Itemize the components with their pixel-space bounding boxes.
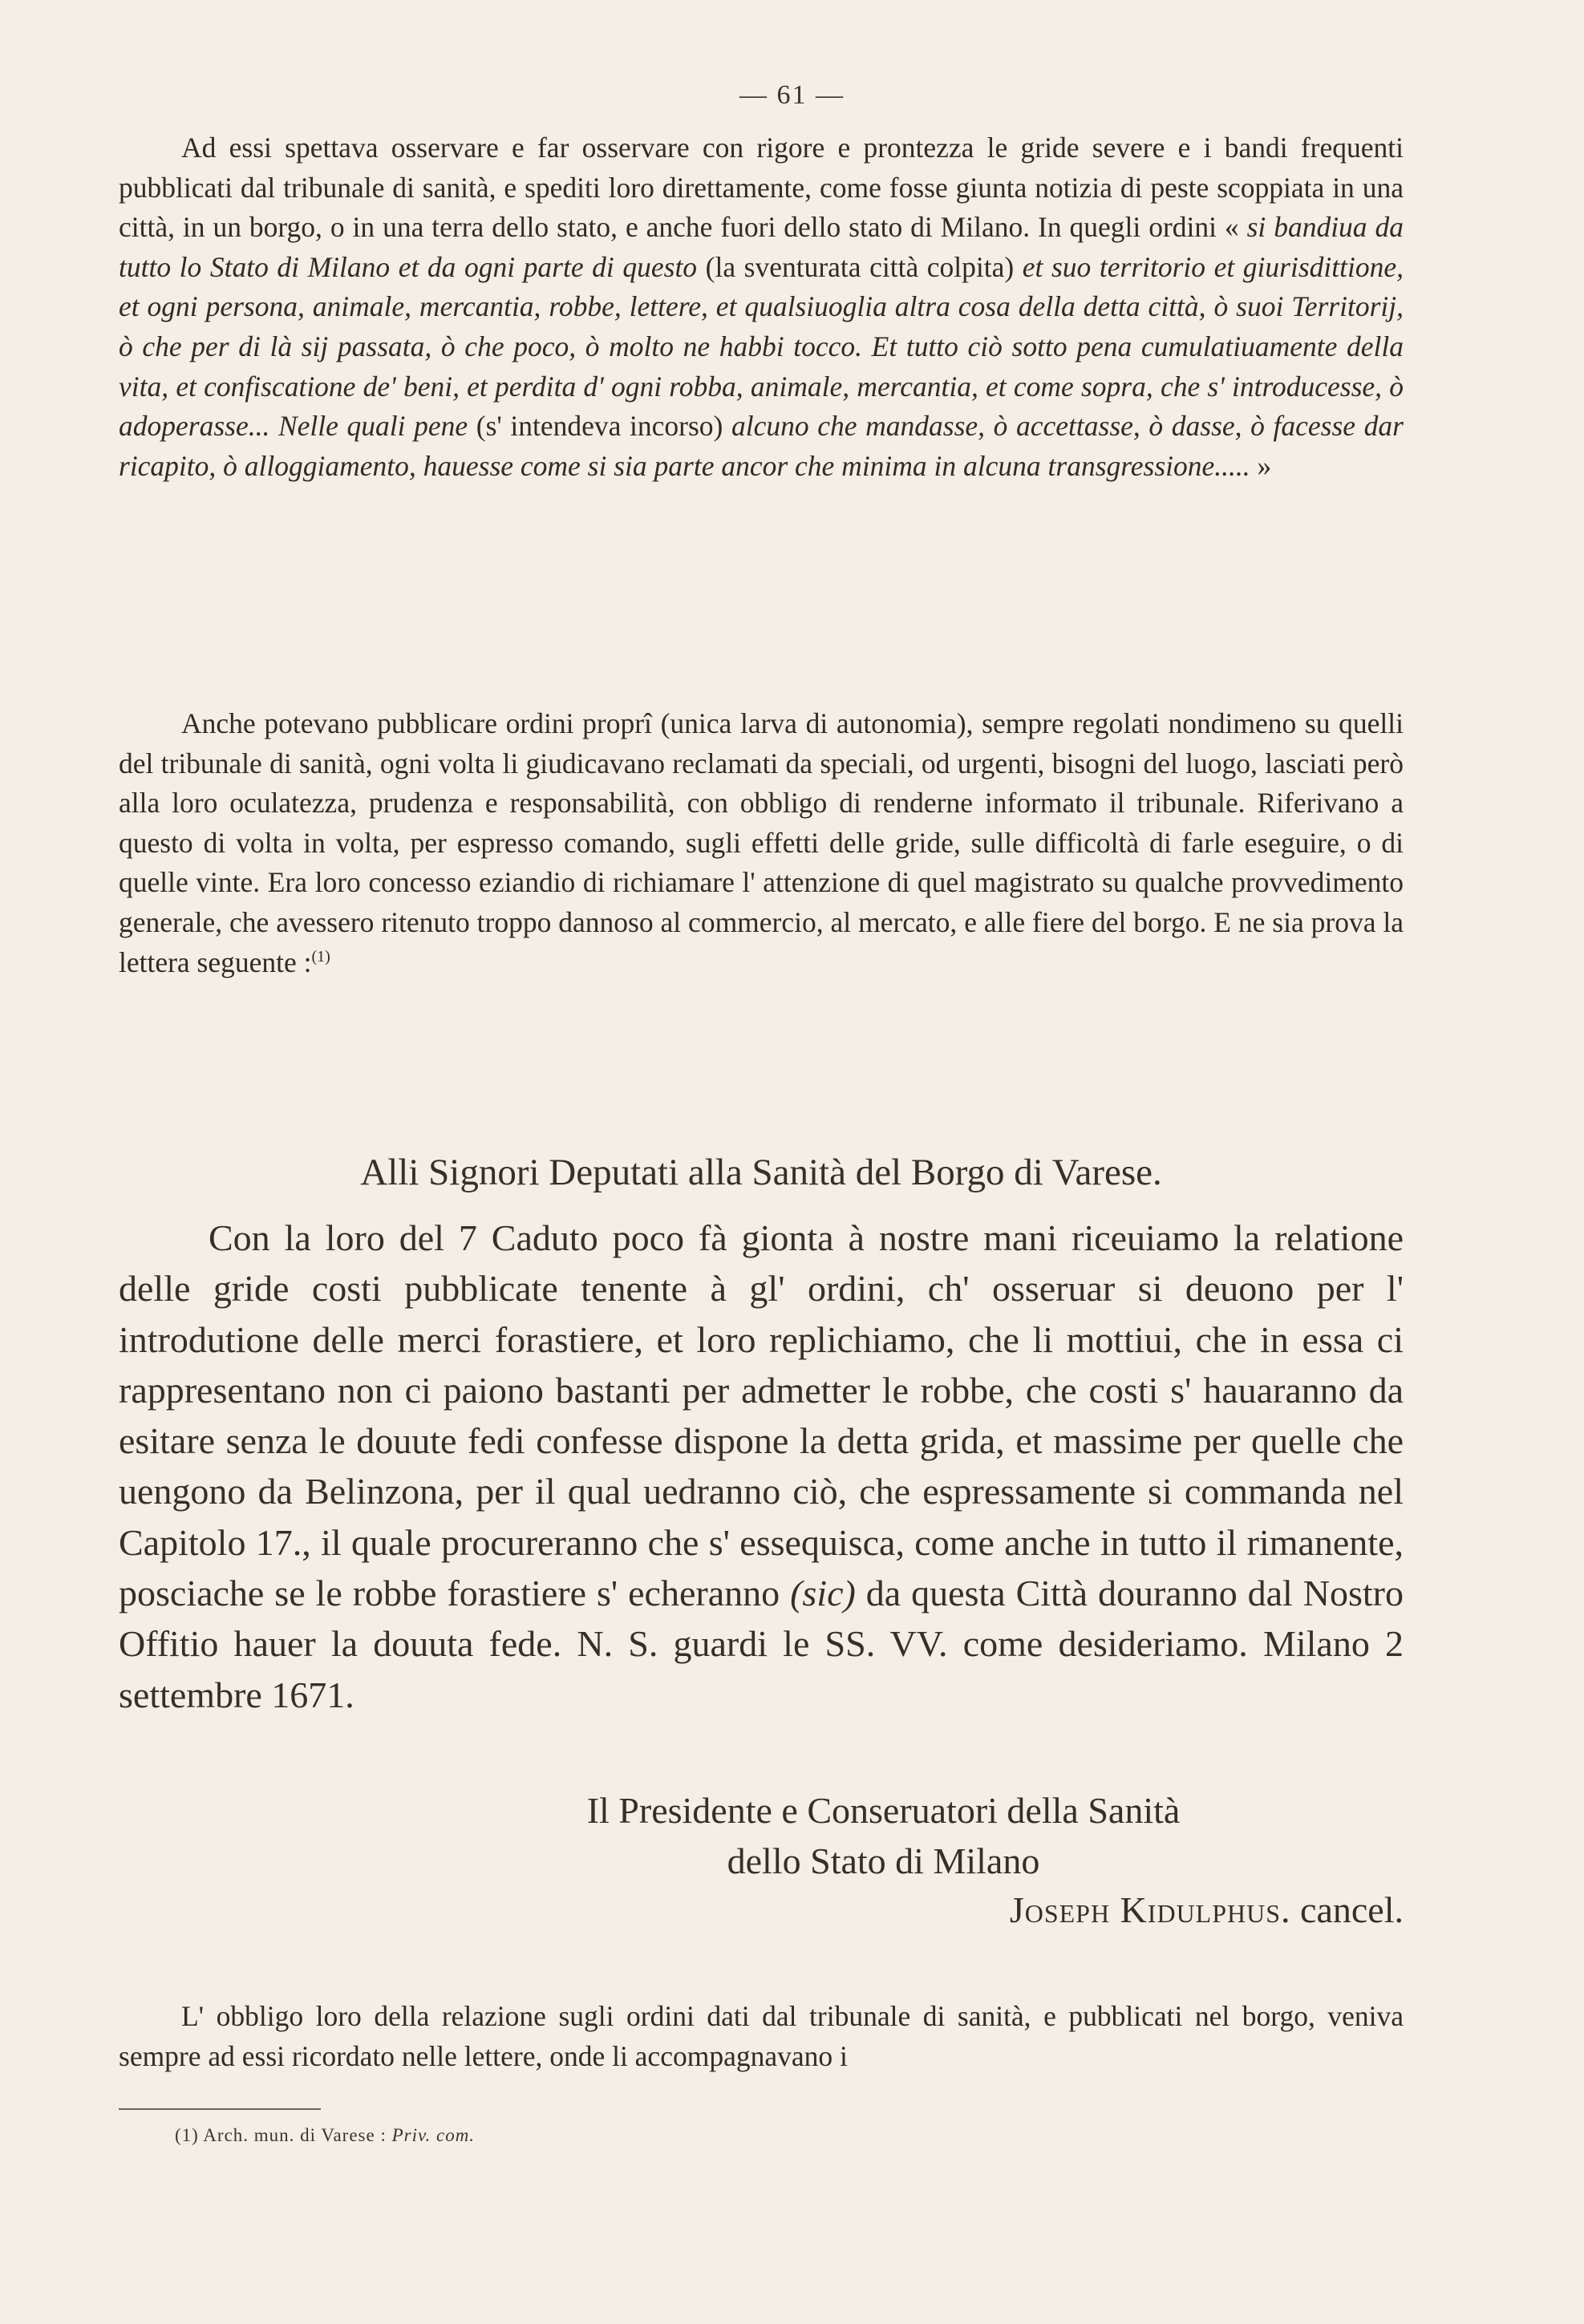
paragraph-1-text-d: » [1250,449,1272,482]
paragraph-1-text-b: (la sventurata città colpita) [697,250,1023,283]
paragraph-3-text: L' obbligo loro della relazione sugli ordini dati dal tribunale di sanità, e pubblicati nel borgo, veniva sempre ad essi ricordato nelle lettere, onde li accompagnavano i [119,2000,1404,2072]
signature-line-1: Il Presidente e Conseruatori della Sanità [586,1790,1181,1831]
paragraph-2 [119,704,1404,982]
signature-name-line [119,1885,1404,1935]
footnote-text: Arch. mun. di Varese : [198,2125,392,2145]
letter-body [119,1213,1404,1720]
paragraph-3 [119,1997,1404,2076]
paragraph-2-text: Anche potevano pubblicare ordini proprî (unica larva di autonomia), sempre regolati nondimeno su quelli del tribunale di sanità, ogni volta li giudicavano reclamati da speciali, od urgenti, bisogni del luogo, lasciati però alla loro oculatezza, prudenza e responsabilità, con obbligo di renderne informato il tribunale. Riferivano a questo di volta in volta, per espresso comando, sugli effetti delle gride, sulle difficoltà di farle eseguire, o di quelle vinte. Era loro concesso eziandio di richiamare l' attenzione di quel magistrato su qualche provvedimento generale, che avessero ritenuto troppo dannoso al commercio, al mercato, e alle fiere del borgo. E ne sia prova la lettera seguente : [119,707,1404,978]
paragraph-1 [119,128,1404,486]
footnote-divider [119,2108,321,2110]
footnote [175,2124,475,2148]
sic-marker: (sic) [790,1573,856,1614]
footnote-reference: (1) [311,947,330,966]
letter-text-a: Con la loro del 7 Caduto poco fà gionta à nostre mani riceuiamo la relatione delle gride costi pubblicate tenente à gl' ordini, ch' osseruar si deuono per l' introdutione delle merci forastiere, et loro replichiamo, che li mottiui, che in essa ci rappresentano non ci paiono bastanti per admetter le robbe, che costi s' hauaranno da esitare senza le douute fedi confesse dispone la detta grida, et massime per quelle che uengono da Belinzona, per il qual uedranno ciò, che espressamente si commanda nel Capitolo 17., il quale procureranno che s' essequisca, come anche in tutto il rimanente, posciache se le robbe forastiere s' echeranno [119,1217,1404,1614]
signature-name: Joseph Kidulphus. [1009,1889,1291,1930]
footnote-marker: (1) [175,2125,199,2145]
paragraph-1-text-c: (s' intendeva incorso) [468,410,731,443]
paragraph-1-quote-a: si bandiua da tutto lo Stato di Milano et da ogni parte di questo [119,211,1404,283]
letter-heading: Alli Signori Deputati alla Sanità del Borgo di Varese. [360,1152,1162,1193]
signature-title: cancel. [1290,1889,1404,1930]
paragraph-1-text-a: Ad essi spettava osservare e far osservare con rigore e prontezza le gride severe e i bandi frequenti pubblicati dal tribunale di sanità, e spediti loro direttamente, come fosse giunta notizia di peste scoppiata in una città, in un borgo, o in una terra dello stato, e anche fuori dello stato di Milano. In quegli ordini « [119,132,1404,244]
letter-text-b: da questa Città douranno dal Nostro Offitio hauer la douuta fede. N. S. guardi le SS. VV. come desideriamo. Milano 2 settembre 1671. [119,1573,1404,1715]
signature-line-2: dello Stato di Milano [727,1840,1040,1881]
page-number: — 61 — [739,80,845,110]
paragraph-1-quote-b: et suo territorio et giurisdittione, et ogni persona, animale, mercantia, robbe, lettere, et qualsiuoglia altra cosa della detta città, ò suoi Territorij, ò che per di là sij passata, ò che poco, ò molto ne habbi tocco. Et tutto ciò sotto pena cumulatiuamente della vita, et confiscatione de' beni, et perdita d' ogni robba, animale, mercantia, et come sopra, che s' introducesse, ò adoperasse... Nelle quali pene [119,250,1404,443]
footnote-italic: Priv. com. [391,2125,476,2145]
letter-signature-block [119,1785,1404,1886]
paragraph-1-quote-c: alcuno che mandasse, ò accettasse, ò dasse, ò facesse dar ricapito, ò alloggiamento, hauesse come si sia parte ancor che minima in alcuna transgressione..... [119,410,1404,482]
